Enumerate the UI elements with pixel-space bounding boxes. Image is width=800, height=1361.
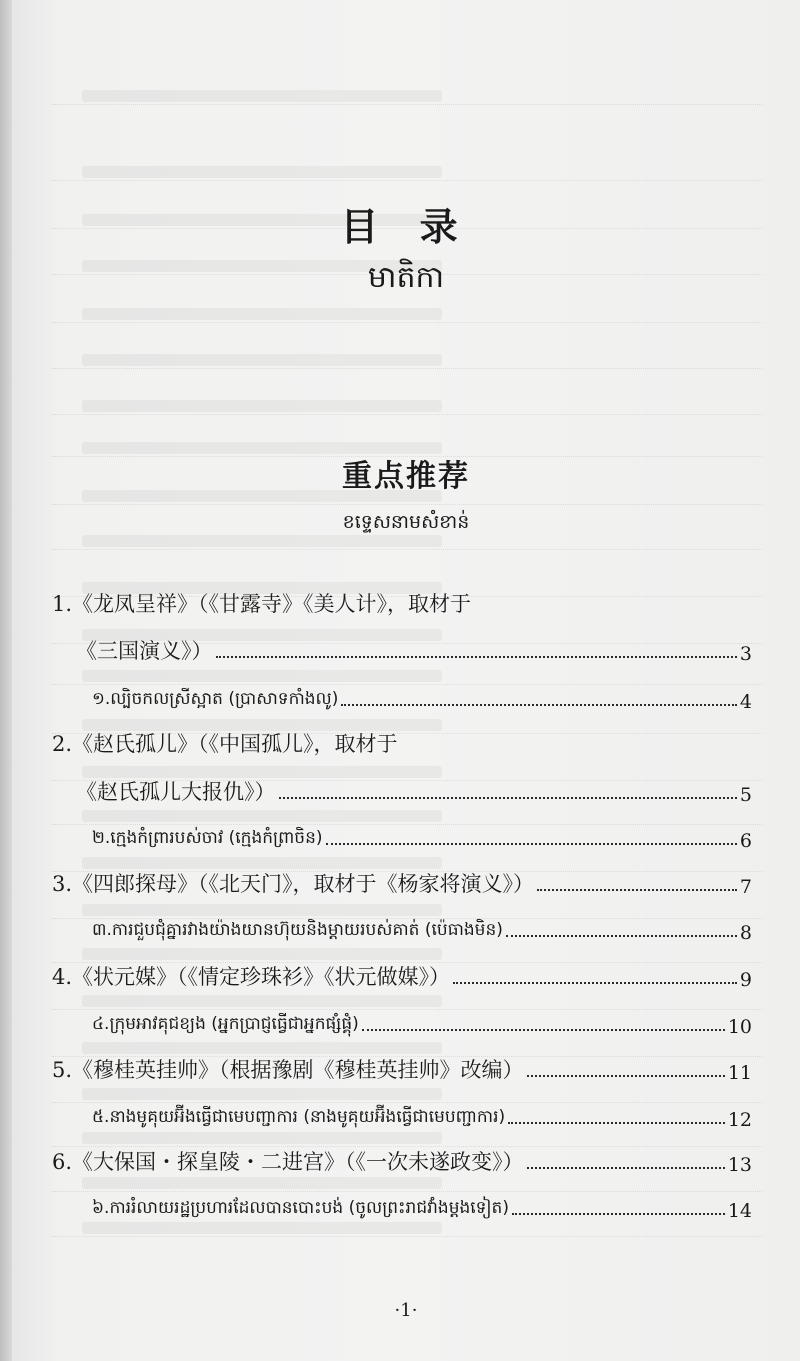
entry-page: 8 [739, 922, 752, 944]
entry-text: 4.《状元媒》（《情定珍珠衫》《状元做媒》） [52, 965, 451, 989]
toc-entry [52, 1142, 752, 1176]
entry-text: 3.《四郎探母》（《北天门》，取材于《杨家将演义》） [52, 872, 535, 896]
entry-text: ៤.ក្រុមអាវគុជខ្យង (អ្នកប្រាជ្ញធ្វើជាអ្នកផ្សំផ្គុំ) [92, 1014, 359, 1034]
book-page [12, 0, 800, 1361]
toc-entry [52, 1050, 752, 1084]
entry-page: 10 [727, 1016, 752, 1038]
toc-entry [76, 772, 752, 806]
toc-entry [52, 724, 752, 758]
toc-entry [76, 631, 752, 665]
entry-text: 6.《大保国・探皇陵・二进宫》（《一次未遂政变》） [52, 1150, 524, 1174]
entry-page: 9 [739, 969, 752, 991]
toc-entry [52, 864, 752, 898]
entry-page: 13 [727, 1154, 752, 1176]
dot-leader [527, 1075, 725, 1077]
dot-leader [537, 889, 737, 891]
entry-page: 5 [739, 784, 752, 806]
dot-leader [326, 843, 737, 845]
dot-leader [362, 1029, 725, 1031]
entry-text: 1.《龙凤呈祥》（《甘露寺》《美人计》，取材于 [52, 592, 472, 616]
entry-text: 5.《穆桂英挂帅》（根据豫剧《穆桂英挂帅》改编） [52, 1058, 524, 1082]
toc-entry [92, 1004, 752, 1038]
section-subtitle-khmer: ខទ្ទេសនាមសំខាន់ [342, 511, 470, 533]
entry-page: 3 [739, 643, 752, 665]
toc-entry [52, 584, 752, 618]
section-title: 重点推荐 [342, 459, 470, 494]
entry-page: 4 [739, 691, 752, 713]
entry-text: ៥.នាងមូគុយអ៊ីងធ្វើជាមេបញ្ជាការ (នាងមូគុយអ៊ីងធ្វើជាមេបញ្ជាការ) [92, 1107, 506, 1127]
dot-leader [508, 1122, 725, 1124]
dot-leader [506, 935, 737, 937]
entry-page: 11 [727, 1062, 752, 1084]
page-number: ·1· [394, 1300, 418, 1321]
entry-page: 12 [727, 1109, 752, 1131]
toc-entry [92, 818, 752, 852]
toc-title: 目 录 [340, 205, 472, 249]
toc-entry [92, 1097, 752, 1131]
dot-leader [341, 704, 737, 706]
entry-page: 14 [727, 1200, 752, 1222]
entry-text: 《三国演义》） [76, 639, 213, 663]
entry-text: ២.ក្មេងកំព្រារបស់ចាវ (ក្មេងកំព្រាចិន) [92, 828, 323, 848]
toc-entry [92, 1188, 752, 1222]
entry-text: ៣.ការជួបជុំគ្នារវាងយ៉ាងយានហ៊ុយនិងម្ដាយរបស់គាត់ (ប៉េធាងមិន) [92, 920, 503, 940]
entry-text: 《赵氏孤儿大报仇》） [76, 780, 276, 804]
entry-text: ៦.ការរំលាយរដ្ឋប្រហារដែលបានបោះបង់ (ចូលព្រះរាជវាំងម្ដងទៀត) [92, 1198, 509, 1218]
dot-leader [527, 1167, 725, 1169]
toc-entry [52, 957, 752, 991]
entry-page: 7 [739, 876, 752, 898]
entry-page: 6 [739, 830, 752, 852]
dot-leader [279, 797, 737, 799]
dot-leader [453, 982, 737, 984]
dot-leader [216, 656, 737, 658]
entry-text: ១.ល្បិចកលស្រីស្អាត (ប្រាសាទកាំងលូ) [92, 689, 339, 709]
dot-leader [512, 1213, 725, 1215]
entry-text: 2.《赵氏孤儿》（《中国孤儿》，取材于 [52, 732, 398, 756]
page-edge-shadow [0, 0, 12, 1361]
toc-subtitle-khmer: មាតិកា [367, 260, 445, 295]
toc-entry [92, 679, 752, 713]
toc-entry [92, 910, 752, 944]
